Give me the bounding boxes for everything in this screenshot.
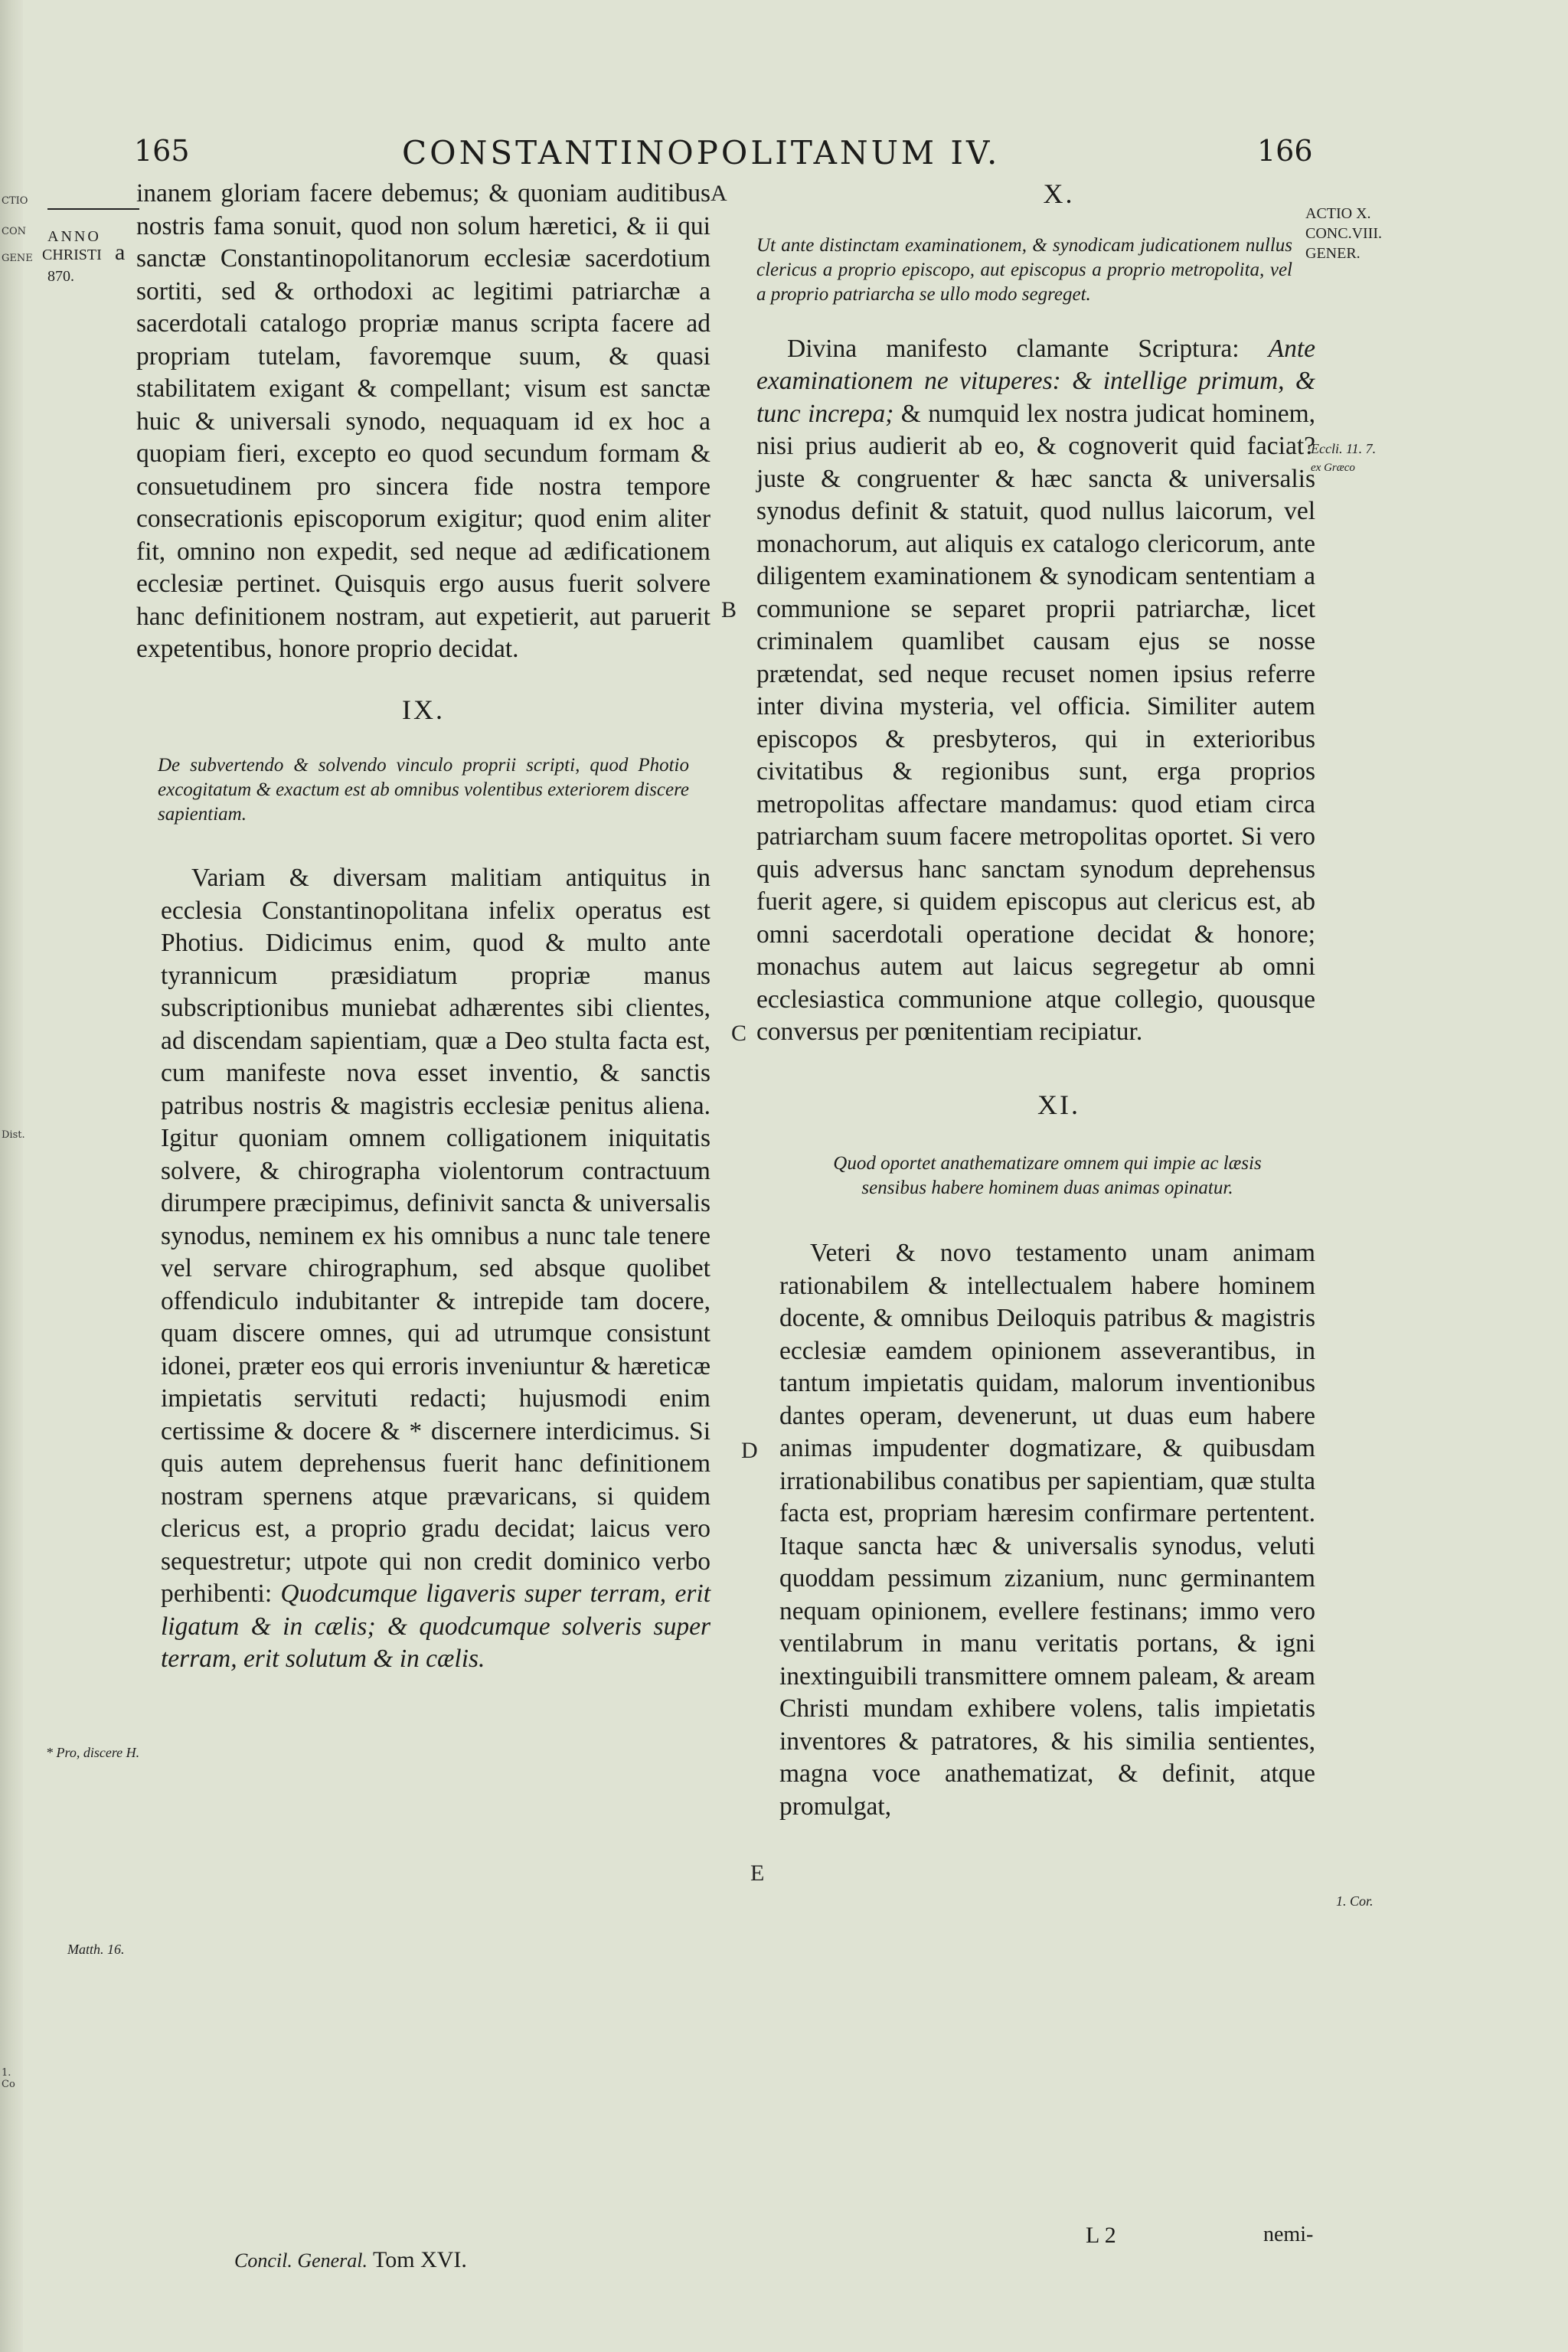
canon-9-heading: IX. — [402, 694, 445, 725]
gutter-fragment: GENE — [2, 253, 33, 264]
margin-gener: GENER. — [1305, 245, 1361, 262]
canon-10-body: & numquid lex nostra judicat hominem, nisi prius audierit ab eo, & cognoverit quid faciat? juste & congruenter & hæc sancta & universalis synodus definit & statuit, quod nullus laicorum, vel monachorum, aut aliquis ex catalogo clericorum, ante diligentem examinationem & synodicam sententiam a communione se separet proprii patriarchæ, licet criminalem quamlibet causam ejus se nosse prætendat, sed neque recuset nomen ipsius referre inter divina mysteria, vel officia. Similiter autem episcopos & presbyteros, qui in exterioribus civitatibus & regionibus sunt, erga proprios metropolitas affectare mandamus: quod etiam circa patriarcham suum facere metropolitas oportet. Si vero quis adversus hanc sanctam synodum deprehensus fuerit agere, si quidem episcopus aut clericus est, ab omni sacerdotali operatione decidat & honore; monachus autem aut laicus segregetur ab omni ecclesiastica communione atque collegio, quousque conversus per pœnitentiam recipiatur. — [756, 399, 1316, 1046]
page-header — [0, 134, 1568, 180]
footer-series: Concil. General. — [234, 2249, 368, 2272]
section-letter-c: C — [731, 1021, 747, 1046]
margin-pro-discere: * Pro, discere H. — [46, 1745, 140, 1760]
right-page-number: 166 — [1257, 134, 1313, 168]
left-column — [136, 178, 710, 1676]
section-letter-d: D — [741, 1438, 758, 1463]
margin-letter-a-inline: a — [115, 240, 126, 265]
running-title: CONSTANTINOPOLITANUM IV. — [402, 134, 1001, 172]
section-letter-a: A — [710, 181, 727, 206]
section-letter-b: B — [721, 597, 737, 622]
footer-volume — [234, 2247, 467, 2273]
margin-matthew: Matth. 16. — [67, 1942, 125, 1957]
canon-9-text — [136, 862, 710, 1676]
canon-8-text: inanem gloriam facere debemus; & quoniam auditibus nostris fama sonuit, quod non solum hæretici, & ii qui sanctæ Constantinopolitanorum ecclesiæ sacerdotium sortiti, sed & orthodoxi ac legitimi patriarchæ a sacerdotali catalogo propriæ manus scripta facere ad propriam tutelam, favoremque suum, & quasi stabilitatem exigant & compellant; visum est sanctæ huic & universali synodo, nequaquam id ex hoc a quopiam fieri, excepto eo quod secundum formam & consuetudinem pro sincera fide nostra tempore consecrationis episcoporum exigitur; quod enim aliter fit, omnino non expedit, sed neque ad ædificationem ecclesiæ pertinet. Quisquis ergo ausus fuerit solvere hanc definitionem nostram, aut expetierit, aut paruerit expetentibus, honore proprio decidat. — [136, 179, 710, 663]
gutter-fragment: CON — [2, 226, 26, 237]
right-column — [756, 178, 1315, 1823]
footer-tome: Tom XVI. — [373, 2247, 467, 2272]
gutter-fragment: 1. Co — [2, 2067, 15, 2090]
margin-ex-graeco: ex Græco — [1311, 462, 1355, 474]
canon-11-summary: Quod oportet anathematizare omnem qui impie ac læsis sensibus habere hominem duas animas opinatur. — [833, 1153, 1262, 1198]
canon-11-text: Veteri & novo testamento unam animam rationabilem & intellectualem habere hominem docente, & omnibus Deiloquis patribus & magistris ecclesiæ eamdem opinionem asseverantibus, in tantum impietatis quidam, malorum inventionibus dantes operam, devenerunt, ut duas eum habere animas impudenter dogmatizare, & quibusdam irrationabilibus conatibus per sapientiam, quæ stulta facta est, propriam hæresim confirmare pertentent. Itaque sancta hæc & universalis synodus, veluti quoddam pessimum zizanium, nunc germinantem nequam opinionem, evellere festinans; immo vero ventilabrum in manu veritatis portans, & igni inextinguibili transmittere omnem paleam, & aream Christi mundam exhibere volens, talis impietatis inventores & patratores, & his similia sentientes, magna voce anathematizat, & definit, atque promulgat, — [779, 1239, 1315, 1821]
canon-10-opening: Divina manifesto clamante Scriptura: — [787, 334, 1240, 363]
signature-mark: L 2 — [1086, 2223, 1116, 2248]
canon-10-heading: X. — [1043, 178, 1075, 209]
left-page-number: 165 — [134, 134, 190, 168]
canon-9-summary: De subvertendo & solvendo vinculo proprii scripti, quod Photio excogitatum & exactum est ab omnibus volentibus exteriorem discere sapientiam. — [158, 755, 689, 825]
catchword: nemi- — [1263, 2223, 1314, 2246]
section-letter-e: E — [750, 1860, 765, 1886]
header-rule — [47, 208, 139, 210]
margin-anno: ANNO — [47, 228, 101, 245]
margin-eccli: Eccli. 11. 7. — [1311, 441, 1377, 456]
margin-conc: CONC.VIII. — [1305, 225, 1382, 242]
canon-10-text — [756, 333, 1315, 1049]
canon-10-summary: Ut ante distinctam examinationem, & synodicam judicationem nullus clericus a proprio episcopo, aut episcopus a proprio metropolita, vel a proprio patriarcha se ullo modo segreget. — [756, 234, 1292, 305]
ecclesiasticus-quote: Ante examinationem ne vituperes: & intellige primum, & tunc increpa; — [756, 334, 1316, 428]
gutter-fragment: Dist. — [2, 1129, 25, 1141]
margin-christi: CHRISTI — [42, 247, 102, 263]
matthew-quote: Quodcumque ligaveris super terram, erit ligatum & in cælis; & quodcumque solveris super terram, erit solutum & in cælis. — [161, 1579, 710, 1673]
canon-9-body: Variam & diversam malitiam antiquitus in ecclesia Constantinopolitana infelix operatus est Photius. Didicimus enim, quod & multo ante tyrannicum præsidiatum propriæ manus subscriptionibus muniebat adhærentes sibi clientes, ad discendam sapientiam, quæ a Deo stulta facta est, cum manifeste nova esset inventio, & sanctis patribus nostris & magistris ecclesiæ penitus aliena. Igitur quoniam omnem colligationem iniquitatis solvere, & chirographa violentorum contractuum dirumpere præcipimus, definivit sancta & universalis synodus, neminem ex his omnibus a nunc tale tenere vel servare chirographum, sed absque quolibet offendiculo indubitanter & intrepide tam docere, quam discere omnes, qui ad utrumque consistunt idonei, præter eos qui erroris inveniuntur & hæreticæ impietatis servituti redacti; hujusmodi enim certissime & docere & * discernere interdicimus. Si quis autem deprehensus fuerit hanc definitionem nostram spernens atque prævaricans, si quidem clericus est, a proprio gradu decidat; laicus vero sequestretur; utpote qui non credit dominico verbo perhibenti: — [161, 864, 710, 1608]
margin-year: 870. — [47, 268, 74, 285]
margin-actio: ACTIO X. — [1305, 205, 1371, 222]
gutter-fragment: CTIO — [2, 195, 28, 207]
binding-gutter — [0, 0, 33, 2352]
canon-11-heading: XI. — [1037, 1089, 1080, 1120]
margin-corinthians: 1. Cor. — [1336, 1893, 1374, 1909]
